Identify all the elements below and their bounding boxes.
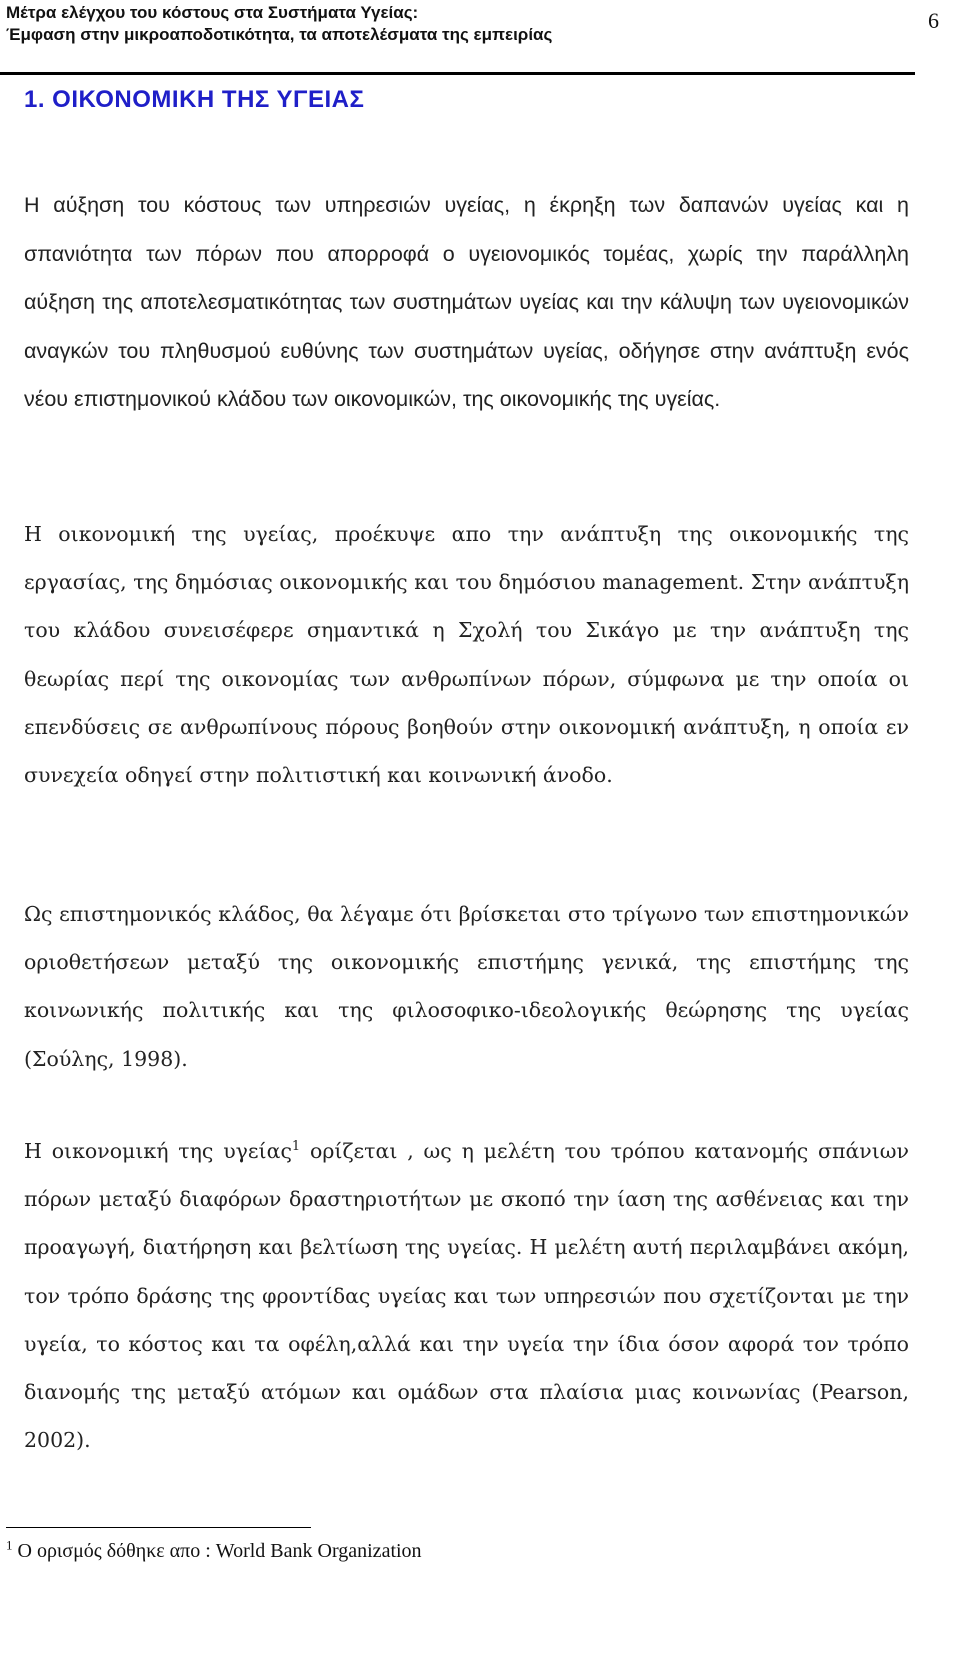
footnote — [6, 1537, 422, 1563]
running-header — [6, 2, 906, 46]
paragraph-2: Η οικονομική της υγείας, προέκυψε απο την ανάπτυξη της οικονομικής της εργασίας, της δημόσιας οικονομικής και του δημόσιου management. Στην ανάπτυξη του κλάδου συνεισέφερε σημαντικά η Σχολή του Σικάγο με την ανάπτυξη της θεωρίας περί της οικονομίας των ανθρωπίνων πόρων, σύμφωνα με την οποία οι επενδύσεις σε ανθρωπίνους πόρους βοηθούν στην οικονομική ανάπτυξη, η οποία εν συνεχεία οδηγεί στην πολιτιστική και κοινωνική άνοδο. — [24, 522, 909, 788]
footnote-marker: 1 — [6, 1537, 13, 1553]
footnote-text: Ο ορισμός δόθηκε απο : World Bank Organization — [12, 1540, 422, 1562]
paragraph-4 — [24, 1127, 909, 1464]
header-divider — [0, 72, 915, 75]
page-number: 6 — [928, 8, 939, 33]
header-line-1: Μέτρα ελέγχου του κόστους στα Συστήματα Υγείας: — [6, 3, 419, 22]
paragraph-1: Η αύξηση του κόστους των υπηρεσιών υγείας, η έκρηξη των δαπανών υγείας και η σπανιότητα των πόρων που απορροφά ο υγειονομικός τομέας, χωρίς την παράλληλη αύξηση της αποτελεσματικότητας των συστημάτων υγείας και την κάλυψη των υγειονομικών αναγκών του πληθυσμού ευθύνης των συστημάτων υγείας, οδήγησε στην ανάπτυξη ενός νέου επιστημονικού κλάδου των οικονομικών, της οικονομικής της υγείας. — [24, 193, 909, 411]
footnote-divider — [6, 1527, 311, 1528]
paragraph-3: Ως επιστημονικός κλάδος, θα λέγαμε ότι βρίσκεται στο τρίγωνο των επιστημονικών οριοθετήσεων μεταξύ της οικονομικής επιστήμης γενικά, της επιστήμης της κοινωνικής πολιτικής και της φιλοσοφικο-ιδεολογικής θεώρησης της υγείας (Σούλης, 1998). — [24, 902, 909, 1071]
paragraph-4-start: Η οικονομική της υγείας — [24, 1139, 292, 1163]
paragraph-4-rest: ορίζεται , ως η μελέτη του τρόπου κατανομής σπάνιων πόρων μεταξύ διαφόρων δραστηριοτήτων με σκοπό την ίαση της ασθένειας και την προαγωγή, διατήρηση και βελτίωση της υγείας. Η μελέτη αυτή περιλαμβάνει ακόμη, τον τρόπο δράσης της φροντίδας υγείας και των υπηρεσιών που σχετίζονται με την υγεία, το κόστος και τα οφέλη,αλλά και την υγεία την ίδια όσον αφορά τον τρόπο διανομής της μεταξύ ατόμων και ομάδων στα πλαίσια μιας κοινωνίας (Pearson, 2002). — [24, 1139, 909, 1453]
section-heading: 1. ΟΙΚΟΝΟΜΙΚΗ ΤΗΣ ΥΓΕΙΑΣ — [24, 86, 365, 113]
header-line-2: Έμφαση στην μικροαποδοτικότητα, τα αποτελέσματα της εμπειρίας — [6, 25, 553, 44]
footnote-reference[interactable]: 1 — [291, 1139, 301, 1155]
